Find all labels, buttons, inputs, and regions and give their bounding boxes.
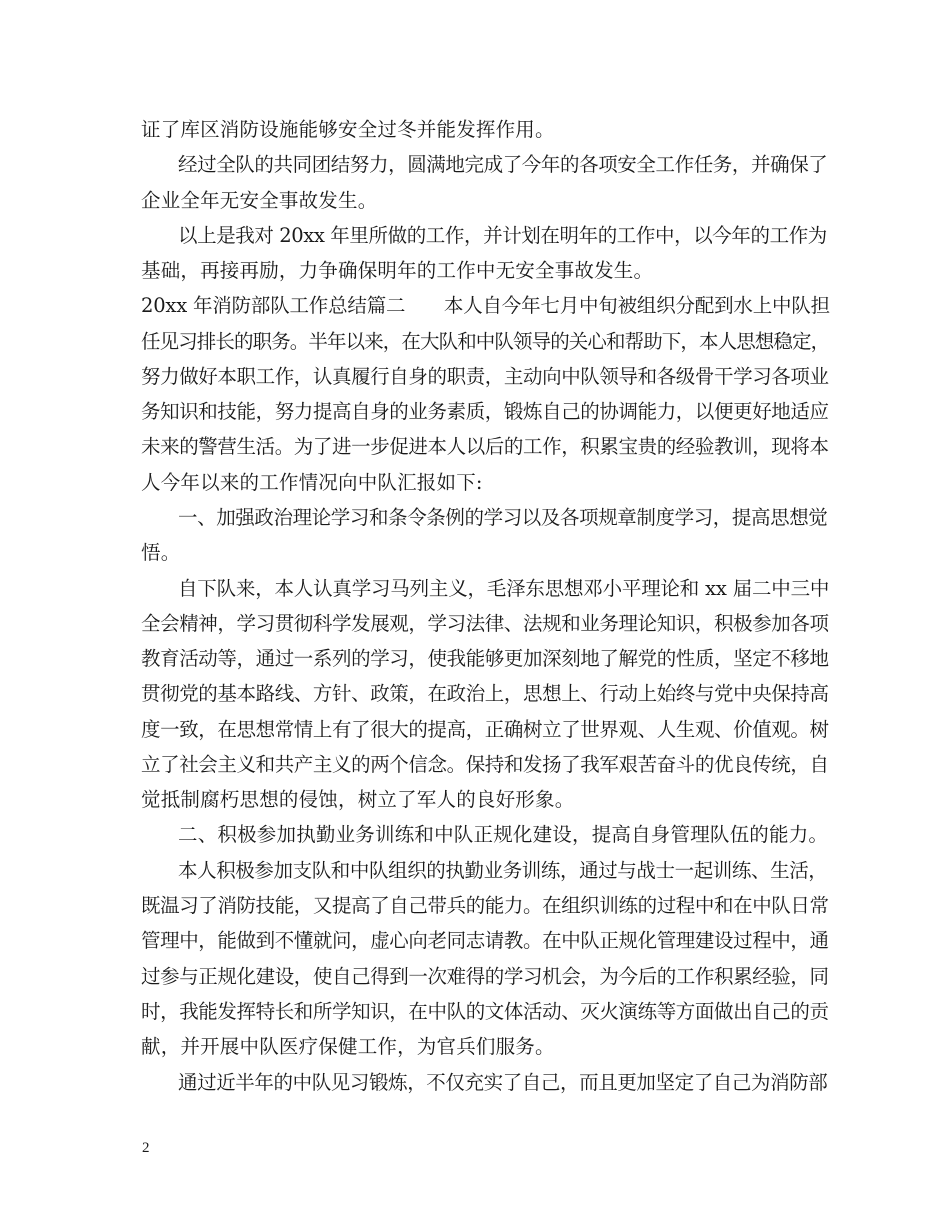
text-line: 觉抵制腐朽思想的侵蚀，树立了军人的良好形象。: [141, 788, 575, 811]
text-line: 基础，再接再励，力争确保明年的工作中无安全事故发生。: [141, 259, 654, 282]
text-line: 全会精神，学习贯彻科学发展观，学习法律、法规和业务理论知识，积极参加各项: [141, 612, 829, 635]
text-line: 努力做好本职工作，认真履行自身的职责，主动向中队领导和各级骨干学习各项业: [141, 365, 829, 388]
page-number: 2: [142, 1140, 150, 1156]
text-line: 任见习排长的职务。半年以来，在大队和中队领导的关心和帮助下，本人思想稳定，: [141, 330, 830, 353]
text-line: 经过全队的共同团结努力，圆满地完成了今年的各项安全工作任务，并确保了: [178, 153, 828, 176]
text-line: 贯彻党的基本路线、方针、政策，在政治上，思想上、行动上始终与党中央保持高: [141, 682, 829, 705]
text-line: 未来的警营生活。为了进一步促进本人以后的工作，积累宝贵的经验教训，现将本: [141, 435, 829, 458]
text-line: 自下队来，本人认真学习马列主义，毛泽东思想邓小平理论和 xx 届二中三中: [178, 577, 830, 600]
text-line: 过参与正规化建设，使自己得到一次难得的学习机会，为今后的工作积累经验，同: [141, 965, 829, 988]
text-line: 教育活动等，通过一系列的学习，使我能够更加深刻地了解党的性质，坚定不移地: [141, 647, 829, 670]
text-line: 企业全年无安全事故发生。: [141, 189, 378, 212]
text-line: 献，并开展中队医疗保健工作，为官兵们服务。: [141, 1035, 555, 1058]
section-heading-line: 20xx 年消防部队工作总结篇二 本人自今年七月中旬被组织分配到水上中队担: [141, 294, 830, 317]
text-line: 本人积极参加支队和中队组织的执勤业务训练，通过与战士一起训练、生活，: [178, 859, 828, 882]
text-line: 通过近半年的中队见习锻炼，不仅充实了自己，而且更加坚定了自己为消防部: [178, 1071, 828, 1094]
text-line: 人今年以来的工作情况向中队汇报如下:: [141, 471, 483, 494]
text-line: 务知识和技能，努力提高自身的业务素质，锻炼自己的协调能力，以便更好地适应: [141, 400, 829, 423]
text-line: 时，我能发挥特长和所学知识，在中队的文体活动、灭火演练等方面做出自己的贡: [141, 1000, 829, 1023]
text-line: 二、积极参加执勤业务训练和中队正规化建设，提高自身管理队伍的能力。: [178, 823, 829, 846]
text-line: 一、加强政治理论学习和条令条例的学习以及各项规章制度学习，提高思想觉: [178, 506, 828, 529]
text-line: 既温习了消防技能，又提高了自己带兵的能力。在组织训练的过程中和在中队日常: [141, 894, 829, 917]
text-line: 证了库区消防设施能够安全过冬并能发挥作用。: [141, 118, 555, 141]
text-line: 立了社会主义和共产主义的两个信念。保持和发扬了我军艰苦奋斗的优良传统，自: [141, 753, 829, 776]
text-line: 管理中，能做到不懂就问，虚心向老同志请教。在中队正规化管理建设过程中，通: [141, 929, 829, 952]
text-line: 悟。: [141, 541, 181, 564]
text-line: 以上是我对 20xx 年里所做的工作，并计划在明年的工作中，以今年的工作为: [178, 224, 827, 247]
text-line: 度一致，在思想常情上有了很大的提高，正确树立了世界观、人生观、价值观。树: [141, 718, 829, 741]
